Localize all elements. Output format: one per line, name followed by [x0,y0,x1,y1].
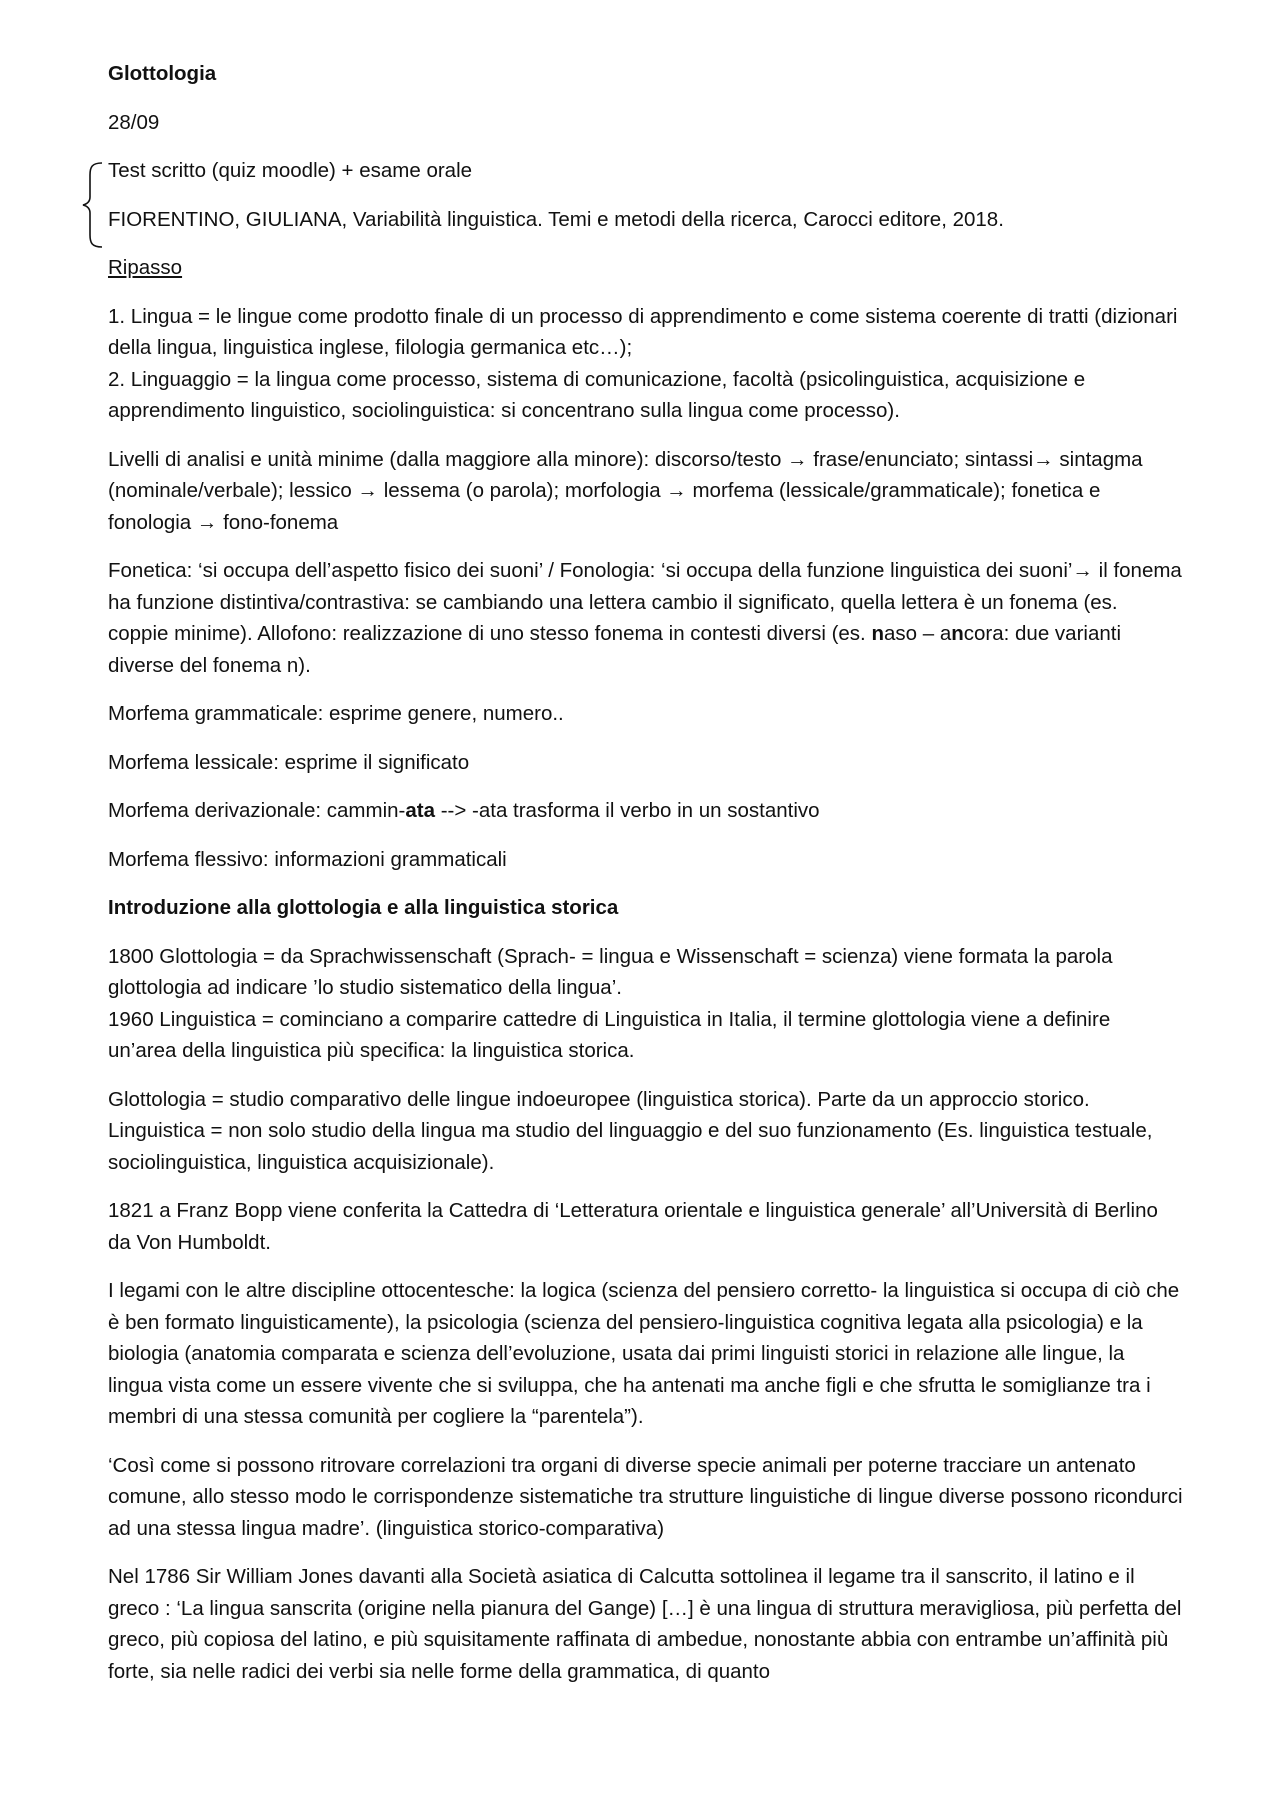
section-heading-intro: Introduzione alla glottologia e alla linguistica storica [108,896,619,919]
morpheme-inflectional: Morfema flessivo: informazioni grammaticali [108,847,507,871]
review-point-linguaggio: 2. Linguaggio = la lingua come processo, sistema di comunicazione, facoltà (psicolinguistica, acquisizione e apprendimento linguistico, sociolinguistica: si concentrano sulla lingua come processo). [108,367,1086,422]
definition-glottologia: Glottologia = studio comparativo delle lingue indoeuropee (linguistica storica). Parte da un approccio storico. [108,1087,1090,1111]
review-point-lingua: 1. Lingua = le lingue come prodotto finale di un processo di apprendimento e come sistema coerente di tratti (dizionari della lingua, linguistica inglese, filologia germanica etc…); [108,304,1178,359]
morpheme-grammatical: Morfema grammaticale: esprime genere, numero.. [108,702,564,725]
phonetics-bold-n1: n [871,622,884,645]
phonetics-text-b: aso – a [883,622,952,645]
history-1960: 1960 Linguistica = cominciano a comparire cattedre di Linguistica in Italia, il termine glottologia viene a definire un’area della linguistica più specifica: la linguistica storica. [108,1007,1111,1062]
phonetics-bold-n2: n [951,622,964,645]
phonetics-text-c: cora: due varianti diverse del fonema n). [108,622,1122,677]
history-1800: 1800 Glottologia = da Sprachwissenschaft (Sprach- = lingua e Wissenschaft = scienza) viene formata la parola glottologia ad indicare ’lo studio sistematico della lingua’. [108,944,1113,999]
morpheme-lexical: Morfema lessicale: esprime il significato [108,750,470,774]
review-heading: Ripasso [108,256,183,279]
definitions-paragraph [108,1084,1183,1179]
curly-brace-icon [82,161,108,249]
exam-info: Test scritto (quiz moodle) + esame orale [108,159,473,182]
lecture-date: 28/09 [108,110,160,134]
jones-paragraph: Nel 1786 Sir William Jones davanti alla Società asiatica di Calcutta sottolinea il legame tra il sanscrito, il latino e il greco : ‘La lingua sanscrita (origine nella pianura del Gange) […] è una lingua di struttura meravigliosa, più perfetta del greco, più copiosa del latino, e più squisitamente raffinata di ambedue, nonostante abbia con entrambe un’affinità più forte, sia nelle radici dei verbi sia nelle forme della grammatica, di quanto [108,1565,1182,1683]
morph-deriv-text-a: Morfema derivazionale: cammin- [108,799,406,822]
phonetics-text-a: Fonetica: ‘si occupa dell’aspetto fisico dei suoni’ / Fonologia: ‘si occupa della funzione linguistica dei suoni’→ il fonema ha funzione distintiva/contrastiva: se cambiando una lettera cambio il significato, quella lettera è un fonema (es. coppie minime). Allofono: realizzazione di uno stesso fonema in contesti diversi (es. [108,559,1182,645]
bopp-paragraph: 1821 a Franz Bopp viene conferita la Cattedra di ‘Letteratura orientale e linguistica generale’ all’Università di Berlino da Von Humboldt. [108,1199,1158,1254]
document-title: Glottologia [108,62,217,85]
disciplines-paragraph: I legami con le altre discipline ottocentesche: la logica (scienza del pensiero corretto- la linguistica si occupa di ciò che è ben formato linguisticamente), la psicologia (scienza del pensiero-linguistica cognitiva legata alla psicologia) e la biologia (anatomia comparata e scienza dell’evoluzione, usata dai primi linguisti storici in relazione alle lingue, la lingua vista come un essere vivente che si sviluppa, che ha antenati ma anche figli e che sfrutta le somiglianze tra i membri di una stessa comunità per cogliere la “parentela”). [108,1279,1180,1428]
morph-deriv-bold: ata [405,799,435,822]
review-points [108,301,1183,427]
bibliography-entry: FIORENTINO, GIULIANA, Variabilità linguistica. Temi e metodi della ricerca, Carocci editore, 2018. [108,207,1004,231]
definition-linguistica: Linguistica = non solo studio della lingua ma studio del linguaggio e del suo funzionamento (Es. linguistica testuale, sociolinguistica, linguistica acquisizionale). [108,1119,1153,1174]
history-paragraph [108,941,1183,1067]
morpheme-derivational [108,795,1183,827]
analysis-levels: Livelli di analisi e unità minime (dalla maggiore alla minore): discorso/testo → frase/enunciato; sintassi→ sintagma (nominale/verbale); lessico → lessema (o parola); morfologia → morfema (lessicale/grammaticale); fonetica e fonologia → fono-fonema [108,447,1143,534]
phonetics-paragraph [108,555,1183,681]
quote-paragraph: ‘Così come si possono ritrovare correlazioni tra organi di diverse specie animali per poterne tracciare un antenato comune, allo stesso modo le corrispondenze sistematiche tra strutture linguistiche di lingue diverse possono ricondurci ad una stessa lingua madre’. (linguistica storico-comparativa) [108,1453,1183,1540]
document-page [108,58,1183,1704]
course-info-group [108,155,1183,235]
morph-deriv-text-b: --> -ata trasforma il verbo in un sostantivo [435,799,820,822]
